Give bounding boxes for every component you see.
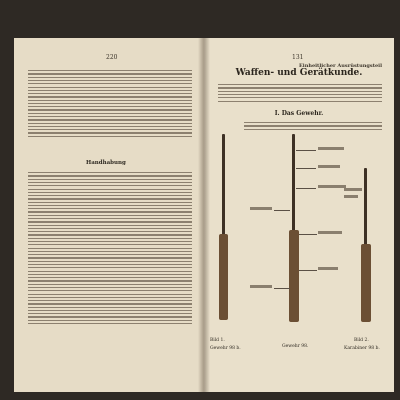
figure-3-caption: Bild 2. [354,338,369,343]
part-label [344,195,358,198]
left-text-block-bottom [28,170,192,326]
label-leader [274,288,290,289]
part-label [318,185,346,188]
part-label [344,188,362,191]
label-leader [299,234,317,235]
running-header: Einheitlicher Ausrüstungsteil [298,63,382,69]
rifle-3-stock [361,244,371,322]
part-label [250,207,272,210]
page-title: Waffen- und Gerätkunde. [235,68,363,78]
label-leader [296,150,316,151]
left-page [14,38,204,392]
label-leader [296,168,316,169]
intro-paragraph [218,82,382,104]
part-label [318,267,338,270]
section-heading: I. Das Gewehr. [274,110,324,117]
label-leader [299,270,317,271]
figure-3-subcaption: Karabiner 98 b. [344,346,380,351]
part-label [318,165,340,168]
left-section-heading: Handhabung [86,160,126,166]
label-leader [274,210,290,211]
part-label [318,147,344,150]
book-gutter [198,38,210,392]
section-paragraph [244,120,382,132]
left-text-block-top [28,68,192,139]
left-page-number: 220 [106,54,118,61]
label-leader [296,188,316,189]
figure-1-caption: Bild 1. [210,338,225,343]
figure-2-caption: Gewehr 98. [282,344,309,349]
rifle-2-stock [289,230,299,322]
rifle-1-stock [219,234,228,320]
figure-1-subcaption: Gewehr 98 b. [210,346,241,351]
part-label [250,285,272,288]
right-page-number: 131 [292,54,304,61]
right-page [204,38,394,392]
part-label [318,231,342,234]
